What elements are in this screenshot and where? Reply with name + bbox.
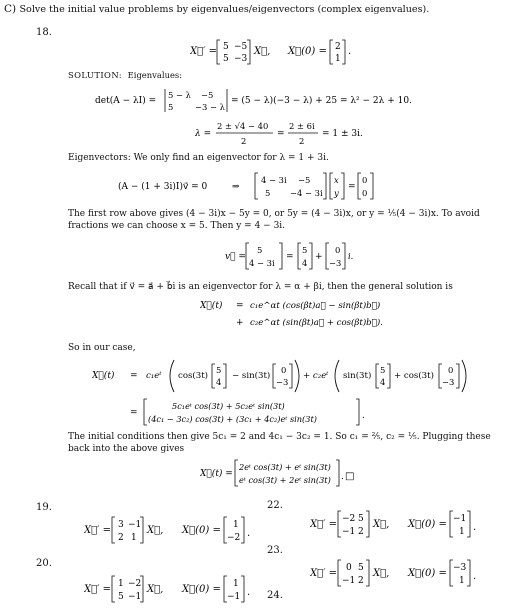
case-minus: − sin(3t) [232, 371, 271, 381]
problem-number-20: 20. [36, 558, 52, 569]
v-i: i. [348, 251, 354, 261]
p19-vec: X⃗, [147, 525, 164, 536]
sys-eq: = [348, 182, 356, 192]
m22: −3 [234, 54, 248, 64]
p23-m12: 5 [358, 563, 364, 573]
case-plus-cos: + cos(3t) [394, 371, 434, 381]
p23-end: . [473, 571, 477, 582]
lambda-rhs: = 1 ± 3i. [322, 129, 363, 139]
p19-end: . [247, 528, 251, 539]
problem-20-system [84, 573, 264, 605]
case2-row2: (4c₁ − 3c₂) cos(3t) + (3c₁ + 4c₂)eᵗ sin(3t) [148, 414, 317, 424]
p20-m12: −2 [128, 579, 142, 589]
section-instruction: Solve the initial value problems by eigenvalues/eigenvectors (complex eigenvalues). [19, 4, 430, 15]
ic-lhs: X⃗(0) = [288, 46, 327, 57]
det-lhs: det(A − λI) = [95, 96, 157, 106]
p23-m11: 0 [346, 563, 352, 573]
p23-ic2: 1 [459, 576, 465, 586]
ic-end: . [348, 46, 352, 57]
frac2-den: 2 [299, 136, 305, 146]
first-row-text-1: The first row above gives (4 − 3i)x − 5y = 0, or 5y = (4 − 3i)x, or y = ⅕(4 − 3i)x. To avoid [68, 209, 480, 219]
sys-m21: 5 [265, 188, 271, 198]
case-a2-2: 4 [380, 377, 386, 387]
vre1: 5 [302, 245, 308, 255]
case-equation-2 [130, 396, 370, 428]
final-lhs: X⃗(t) = [200, 469, 233, 479]
v1: 5 [257, 245, 263, 255]
case-equation [92, 358, 497, 394]
p20-m22: −1 [128, 592, 142, 602]
case-lhs: X⃗(t) [92, 371, 115, 381]
det-m21: 5 [168, 102, 174, 112]
section-letter: C) [4, 3, 17, 15]
sys-m22: −4 − 3i [290, 188, 323, 198]
case2-end: . [362, 411, 365, 421]
sys-z2: 0 [362, 188, 368, 198]
p22-m12: 5 [358, 514, 364, 524]
gen-plus: + [236, 318, 244, 328]
section-header [4, 3, 429, 15]
det-m12: −5 [201, 90, 214, 100]
m11: 5 [223, 42, 229, 52]
p20-lhs: X⃗′ = [84, 584, 111, 595]
p19-m12: −1 [128, 520, 142, 530]
problem-number-23: 23. [267, 545, 283, 556]
det-rhs: = (5 − λ)(−3 − λ) + 25 = λ² − 2λ + 10. [231, 96, 412, 106]
p19-m22: 1 [131, 533, 137, 543]
p20-ic1: 1 [233, 579, 239, 589]
case-c1: c₁eᵗ [146, 371, 162, 381]
lambda-lhs: λ = [195, 129, 212, 139]
case-cos: cos(3t) [178, 371, 209, 381]
case-b2-1: 0 [448, 365, 454, 375]
p22-ic1: −1 [453, 514, 467, 524]
p20-ic2: −1 [227, 592, 241, 602]
problem-23-system [310, 557, 510, 589]
frac2-num: 2 ± 6i [289, 121, 315, 131]
v-eq: = [286, 252, 294, 262]
m21: 5 [223, 54, 229, 64]
p23-lhs: X⃗′ = [310, 568, 337, 579]
vim1: 0 [335, 245, 341, 255]
final-solution [200, 457, 380, 489]
problem-19-system [84, 514, 264, 546]
frac1-den: 2 [241, 136, 247, 146]
v-lhs: v⃗ = [225, 252, 246, 262]
p20-m21: 5 [118, 592, 124, 602]
final-row1: 2eᵗ cos(3t) + eᵗ sin(3t) [239, 462, 331, 472]
p22-ic-lhs: X⃗(0) = [408, 519, 447, 530]
gen-eq: = [236, 301, 244, 311]
ic2: 1 [335, 54, 341, 64]
sys-y: y [334, 188, 339, 198]
solution-label-line [68, 70, 182, 80]
problem-22-system [310, 508, 510, 540]
p22-end: . [473, 522, 477, 533]
v-vector [225, 240, 385, 272]
gen-rhs-2: c₂e^αt (sin(βt)a⃗ + cos(βt)b⃗). [250, 318, 383, 328]
ic1: 2 [335, 42, 341, 52]
p19-ic2: −2 [227, 533, 241, 543]
initial-text-1: The initial conditions then give 5c₁ = 2 and 4c₁ − 3c₂ = 1. So c₁ = ⅖, c₂ = ⅕. Plugging these [68, 432, 491, 442]
recall-text: Recall that if v⃗ = a⃗ + b⃗i is an eigenvector for λ = α + βi, then the general solution is [68, 282, 453, 292]
case-eq: = [130, 371, 138, 381]
p22-ic2: 1 [459, 527, 465, 537]
p19-lhs: X⃗′ = [84, 525, 111, 536]
v2: 4 − 3i [249, 258, 275, 268]
case-a2-1: 5 [380, 365, 386, 375]
case-b1: 0 [281, 365, 287, 375]
p22-m21: −1 [342, 527, 356, 537]
problem-number-19: 19. [36, 502, 52, 513]
p19-ic-lhs: X⃗(0) = [182, 525, 221, 536]
sys-m12: −5 [298, 175, 311, 185]
p20-vec: X⃗, [147, 584, 164, 595]
sys-m11: 4 − 3i [261, 175, 287, 185]
case-b2: −3 [276, 377, 289, 387]
p23-ic-lhs: X⃗(0) = [408, 568, 447, 579]
eigenvectors-line: Eigenvectors: We only find an eigenvector for λ = 1 + 3i. [68, 153, 329, 163]
vim2: −3 [329, 258, 342, 268]
lambda-eq: = [277, 129, 285, 139]
case-a1: 5 [216, 365, 222, 375]
case-b2-2: −3 [442, 377, 455, 387]
m12: −5 [234, 42, 248, 52]
final-end: . [341, 472, 344, 482]
sys-z1: 0 [362, 175, 368, 185]
problem-number-22: 22. [267, 500, 283, 511]
p19-m21: 2 [118, 533, 124, 543]
p20-m11: 1 [118, 579, 124, 589]
p20-end: . [247, 587, 251, 598]
p23-vec: X⃗, [373, 568, 390, 579]
case-sin: sin(3t) [343, 371, 372, 381]
vec-x: X⃗, [254, 46, 271, 57]
frac1-num: 2 ± √4 − 40 [217, 121, 269, 131]
system-lhs: X⃗′ = [190, 46, 217, 57]
problem-18-system [190, 36, 370, 66]
eigenvalues-heading: Eigenvalues: [127, 70, 183, 80]
problem-number-18: 18. [36, 27, 52, 38]
p23-m22: 2 [358, 576, 364, 586]
p22-m11: −2 [342, 514, 356, 524]
final-row2: eᵗ cos(3t) + 2eᵗ sin(3t) [239, 475, 331, 485]
sys-arrow: ⇒ [232, 182, 240, 192]
solution-label: SOLUTION: [68, 70, 122, 80]
p23-ic1: −3 [453, 563, 467, 573]
p19-ic1: 1 [233, 520, 239, 530]
case2-eq: = [130, 408, 138, 418]
gen-rhs-1: c₁e^αt (cos(βt)a⃗ − sin(βt)b⃗) [250, 301, 381, 311]
qed-icon: □ [345, 471, 355, 482]
sys-x: x [334, 175, 339, 185]
p22-vec: X⃗, [373, 519, 390, 530]
eigvec-system [118, 170, 438, 202]
case2-row1: 5c₁eᵗ cos(3t) + 5c₂eᵗ sin(3t) [172, 401, 285, 411]
det-m22: −3 − λ [195, 102, 225, 112]
case-a2: 4 [216, 377, 222, 387]
vre2: 4 [302, 258, 308, 268]
det-m11: 5 − λ [168, 90, 191, 100]
p19-m11: 3 [118, 520, 124, 530]
case-plus-c2: + c₂eᵗ [303, 371, 329, 381]
lambda-equation [195, 117, 395, 151]
first-row-text-2: fractions we can choose x = 5. Then y = 4 − 3i. [68, 221, 286, 231]
general-solution [200, 296, 420, 332]
sys-lhs: (A − (1 + 3i)I)v⃗ = 0 [118, 182, 208, 192]
initial-text-2: back into the above gives [68, 444, 185, 454]
v-plus: + [315, 252, 323, 262]
det-equation [95, 86, 475, 114]
problem-number-24: 24. [267, 590, 283, 601]
p20-ic-lhs: X⃗(0) = [182, 584, 221, 595]
so-case-text: So in our case, [68, 343, 136, 353]
p22-lhs: X⃗′ = [310, 519, 337, 530]
gen-lhs: X⃗(t) [200, 301, 223, 311]
p22-m22: 2 [358, 527, 364, 537]
p23-m21: −1 [342, 576, 356, 586]
